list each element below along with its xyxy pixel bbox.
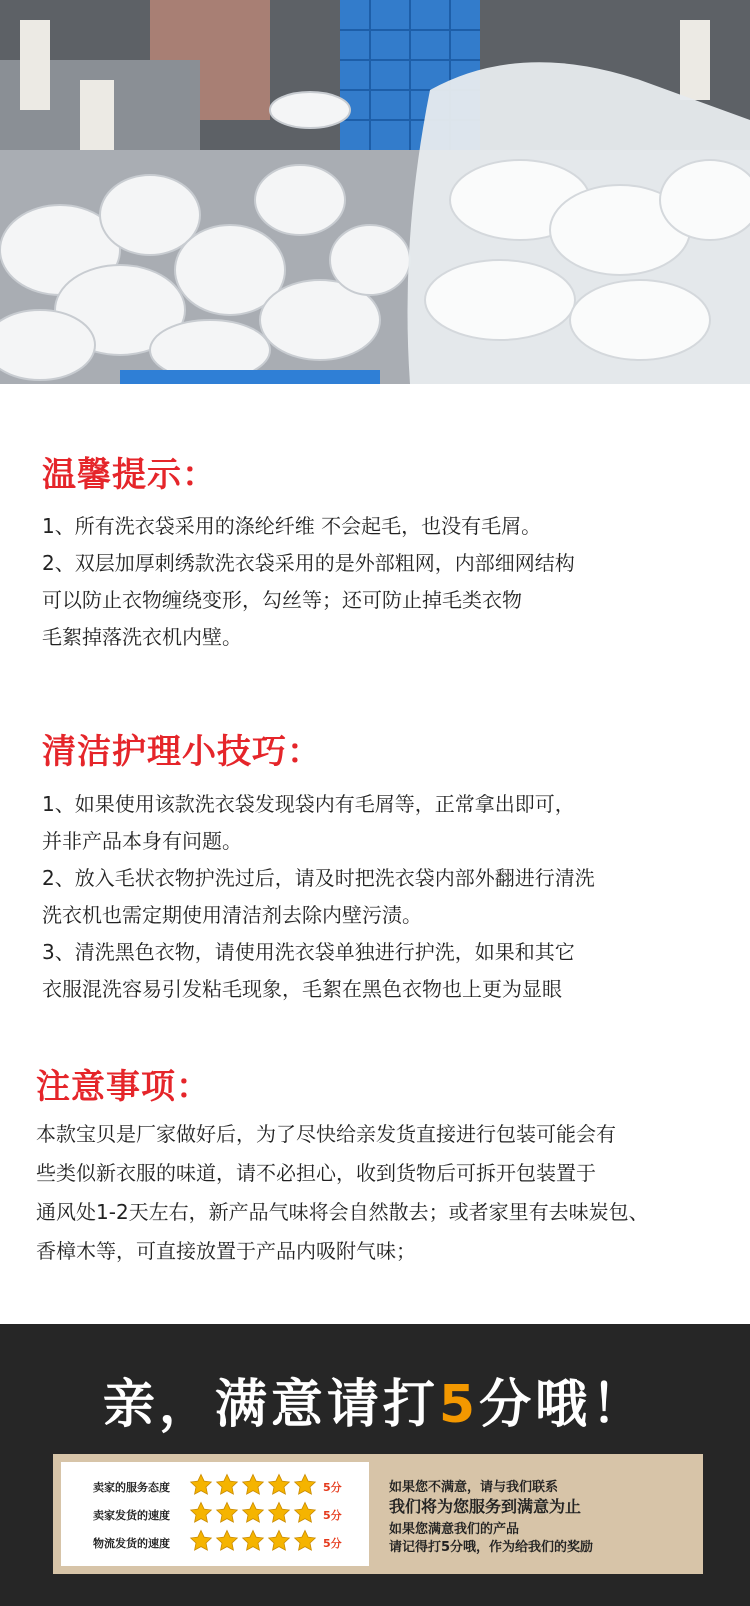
rating-card xyxy=(53,1454,703,1574)
star-group xyxy=(189,1473,319,1497)
rating-score: 5分 xyxy=(323,1509,342,1522)
rating-note-line: 请记得打5分哦，作为给我们的奖励 xyxy=(389,1540,594,1555)
tips-line: 可以防止衣物缠绕变形，勾丝等；还可防止掉毛类衣物 xyxy=(42,588,522,612)
slogan-before: 亲，满意请打 xyxy=(102,1375,439,1435)
star-icon xyxy=(267,1501,291,1525)
star-group xyxy=(189,1529,319,1553)
star-icon xyxy=(293,1473,317,1497)
rating-note-line: 我们将为您服务到满意为止 xyxy=(389,1497,582,1516)
tips-line: 毛絮掉落洗衣机内壁。 xyxy=(42,625,242,649)
rating-label: 物流发货的速度 xyxy=(93,1537,170,1550)
rating-row xyxy=(61,1528,369,1554)
factory-photo xyxy=(0,0,750,384)
care-line: 衣服混洗容易引发粘毛现象，毛絮在黑色衣物也上更为显眼 xyxy=(42,977,562,1001)
care-line: 2、放入毛状衣物护洗过后，请及时把洗衣袋内部外翻进行清洗 xyxy=(42,866,595,890)
tips-text xyxy=(42,508,575,656)
star-group xyxy=(189,1501,319,1525)
star-icon xyxy=(293,1529,317,1553)
star-icon xyxy=(189,1501,213,1525)
rating-row xyxy=(61,1500,369,1526)
star-icon xyxy=(267,1529,291,1553)
notice-line: 香樟木等，可直接放置于产品内吸附气味； xyxy=(36,1239,416,1263)
star-icon xyxy=(189,1529,213,1553)
rating-label: 卖家的服务态度 xyxy=(93,1481,170,1494)
star-icon xyxy=(241,1473,265,1497)
rating-list xyxy=(61,1462,369,1566)
star-icon xyxy=(293,1501,317,1525)
notice-line: 些类似新衣服的味道，请不必担心，收到货物后可拆开包装置于 xyxy=(36,1161,596,1185)
star-icon xyxy=(215,1501,239,1525)
notice-line: 本款宝贝是厂家做好后，为了尽快给亲发货直接进行包装可能会有 xyxy=(36,1122,616,1146)
care-line: 洗衣机也需定期使用清洁剂去除内壁污渍。 xyxy=(42,903,422,927)
star-icon xyxy=(241,1529,265,1553)
star-icon xyxy=(267,1473,291,1497)
star-icon xyxy=(189,1473,213,1497)
notice-text xyxy=(36,1115,649,1271)
care-line: 3、清洗黑色衣物，请使用洗衣袋单独进行护洗，如果和其它 xyxy=(42,940,575,964)
rating-label: 卖家发货的速度 xyxy=(93,1509,170,1522)
star-icon xyxy=(215,1529,239,1553)
factory-photo-illustration xyxy=(0,0,750,384)
tips-heading: 温馨提示： xyxy=(42,455,217,495)
rating-note-line: 如果您不满意，请与我们联系 xyxy=(389,1480,559,1495)
care-line: 1、如果使用该款洗衣袋发现袋内有毛屑等，正常拿出即可， xyxy=(42,792,575,816)
notice-line: 通风处1-2天左右，新产品气味将会自然散去；或者家里有去味炭包、 xyxy=(36,1200,649,1224)
notice-heading: 注意事项： xyxy=(36,1067,211,1107)
care-line: 并非产品本身有问题。 xyxy=(42,829,242,853)
tips-line: 2、双层加厚刺绣款洗衣袋采用的是外部粗网，内部细网结构 xyxy=(42,551,575,575)
rating-row xyxy=(61,1472,369,1498)
star-icon xyxy=(241,1501,265,1525)
care-heading: 清洁护理小技巧： xyxy=(42,732,322,772)
rating-note-line: 如果您满意我们的产品 xyxy=(389,1522,520,1537)
rating-score: 5分 xyxy=(323,1537,342,1550)
slogan-after: 分哦！ xyxy=(479,1375,648,1435)
care-text xyxy=(42,786,595,1008)
rating-slogan xyxy=(0,1362,750,1437)
rating-score: 5分 xyxy=(323,1481,342,1494)
slogan-number: 5 xyxy=(438,1375,480,1435)
tips-line: 1、所有洗衣袋采用的涤纶纤维 不会起毛，也没有毛屑。 xyxy=(42,514,542,538)
star-icon xyxy=(215,1473,239,1497)
